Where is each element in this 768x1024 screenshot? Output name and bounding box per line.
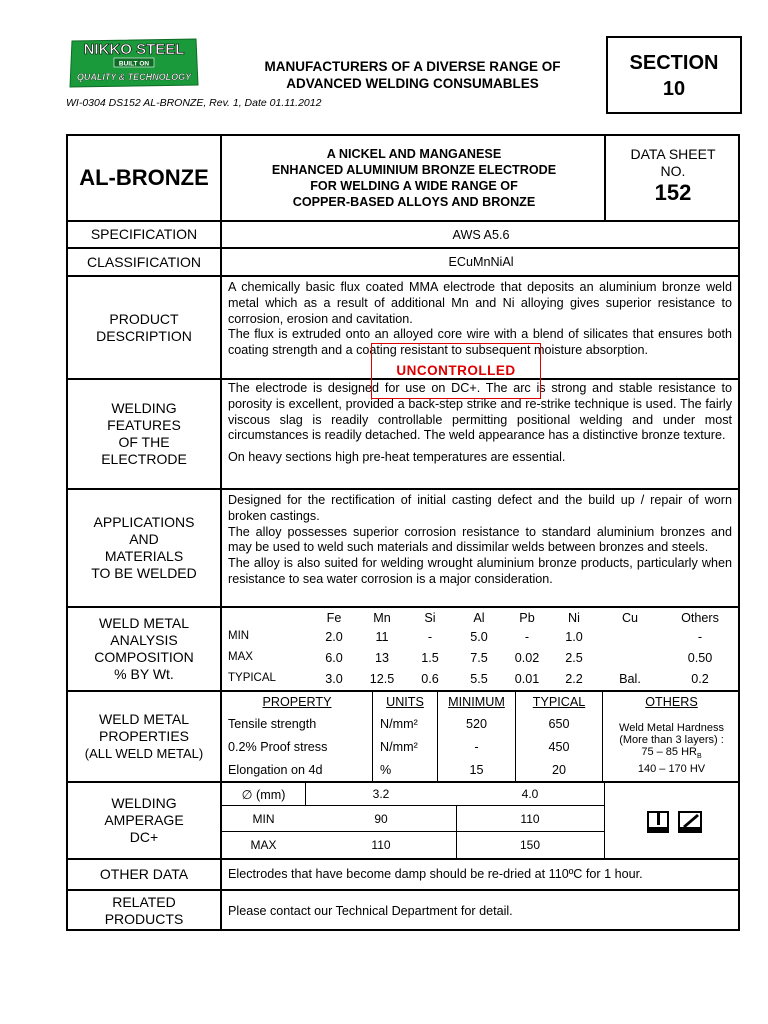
data-sheet-label — [606, 146, 740, 180]
label-line: WELDING — [111, 400, 177, 416]
min-amperage: 90 — [374, 812, 388, 826]
paragraph: The flux is extruded onto an alloyed core wire with a blend of silicates that ensures both coating strength and a coating resistant to subsequent moisture absorption. — [228, 327, 732, 358]
product-title-line: A NICKEL AND MANGANESE — [326, 147, 502, 161]
label-line: ANALYSIS — [110, 632, 178, 648]
label-line: TO BE WELDED — [91, 565, 197, 581]
section-number: 10 — [662, 78, 686, 100]
product-description-label — [68, 277, 220, 378]
diameter-value: 4.0 — [521, 787, 539, 801]
other-data-value: Electrodes that have become damp should be re-dried at 110ºC for 1 hour. — [228, 867, 643, 881]
paragraph: On heavy sections high pre-heat temperatures are essential. — [228, 450, 566, 465]
analysis-value: 0.50 — [687, 651, 713, 665]
paragraph: The alloy is also suited for welding wrought aluminium bronze products, particularly when resistance to sea water corrosion is a major consideration. — [228, 556, 732, 586]
analysis-value: 2.2 — [565, 672, 583, 686]
properties-label — [68, 692, 220, 781]
header-others: OTHERS — [645, 695, 698, 709]
cell-divider — [220, 805, 604, 806]
data-sheet-label-line: DATA SHEET — [630, 146, 716, 162]
classification-value: ECuMnNiAl — [448, 255, 514, 269]
analysis-value: 2.0 — [325, 630, 343, 644]
element-header: Mn — [373, 611, 391, 625]
element-header: Fe — [326, 611, 342, 625]
analysis-value: Bal. — [619, 672, 641, 686]
specification-value: AWS A5.6 — [452, 228, 510, 242]
analysis-row-label: TYPICAL — [228, 672, 276, 684]
element-header: Others — [681, 611, 719, 625]
label-line: ELECTRODE — [101, 451, 187, 467]
document-reference: WI-0304 DS152 AL-BRONZE, Rev. 1, Date 01.11.2012 — [66, 97, 322, 109]
property-name: 0.2% Proof stress — [228, 740, 328, 754]
hardness-line: 140 – 170 HV — [637, 763, 706, 776]
label-line: DESCRIPTION — [96, 327, 192, 344]
property-units: % — [380, 763, 392, 777]
product-title-line: FOR WELDING A WIDE RANGE OF — [310, 179, 518, 193]
label-line: AND — [129, 531, 159, 547]
analysis-value: 1.0 — [565, 630, 583, 644]
label-line: PRODUCTS — [104, 911, 184, 927]
label-line: DC+ — [129, 829, 159, 845]
min-amperage: 110 — [520, 812, 540, 826]
stamp-text: UNCONTROLLED — [396, 363, 516, 378]
product-title-line: COPPER-BASED ALLOYS AND BRONZE — [292, 195, 536, 209]
applications-label — [68, 490, 220, 606]
product-title — [224, 146, 604, 210]
analysis-value: 12.5 — [369, 672, 395, 686]
paragraph: Designed for the rectification of initial casting defect and the build up / repair of worn broken castings. — [228, 493, 732, 523]
label-line: OF THE — [118, 434, 170, 450]
label-line: COMPOSITION — [94, 649, 194, 665]
logo-title: NIKKO STEEL — [83, 41, 185, 58]
paragraph: A chemically basic flux coated MMA electrode that deposits an aluminium bronze weld metal which as a result of additional Mn and Ni alloying gives superior resistance to corrosion, erosion and cavitation. — [228, 280, 732, 326]
element-header: Cu — [621, 611, 639, 625]
analysis-value: 11 — [375, 630, 389, 644]
analysis-value: 0.6 — [421, 672, 439, 686]
header-title-line-1: MANUFACTURERS OF A DIVERSE RANGE OF — [264, 59, 561, 74]
data-sheet-label-line: NO. — [660, 163, 686, 179]
analysis-label — [68, 608, 220, 690]
welding-features-label — [68, 380, 220, 488]
label-line: WELD METAL — [99, 615, 189, 631]
logo-tagline: QUALITY & TECHNOLOGY — [76, 72, 192, 82]
analysis-row-label: MAX — [228, 651, 253, 663]
property-name: Tensile strength — [228, 717, 317, 731]
max-label: MAX — [250, 838, 277, 852]
label-line: WELD METAL — [99, 711, 189, 727]
hardness-line: (More than 3 layers) : — [619, 734, 724, 746]
header-minimum: MINIMUM — [448, 695, 505, 709]
classification-label: CLASSIFICATION — [86, 253, 202, 270]
header-typical: TYPICAL — [532, 695, 586, 709]
property-typical: 20 — [551, 763, 566, 777]
diameter-label: ∅ (mm) — [241, 788, 286, 802]
related-products-label — [68, 891, 220, 931]
analysis-value: - — [427, 630, 433, 644]
property-typical: 650 — [548, 717, 570, 731]
other-data-label: OTHER DATA — [99, 866, 189, 882]
property-minimum: 520 — [465, 717, 487, 731]
property-minimum: 15 — [469, 763, 484, 777]
logo-built-on: BUILT ON — [118, 60, 150, 68]
header-title — [225, 58, 600, 92]
paragraph: The electrode is designed for use on DC+. The arc is strong and stable resistance to porosity is excellent, provided a back-step strike and re-strike technique is used. The fairly viscous slag is readily controllable permitting positional welding and under most circumstances is readily detached. The weld appearance has a distinctive bronze texture. — [228, 381, 732, 443]
label-line: APPLICATIONS — [93, 514, 195, 530]
hardness-scale: B — [696, 753, 702, 761]
header-units: UNITS — [386, 695, 424, 709]
analysis-value: 13 — [374, 651, 389, 665]
analysis-value: 0.2 — [691, 672, 709, 686]
label-line: (ALL WELD METAL) — [84, 746, 204, 761]
cell-divider — [604, 781, 605, 858]
amperage-label — [68, 783, 220, 858]
applications-text — [228, 493, 732, 588]
analysis-value: 2.5 — [565, 651, 583, 665]
data-sheet-number: 152 — [654, 180, 692, 205]
header-property: PROPERTY — [262, 695, 332, 709]
label-line: PROPERTIES — [99, 728, 189, 744]
inclined-position-icon — [678, 811, 702, 838]
cell-divider — [220, 831, 604, 832]
paragraph: The alloy possesses superior corrosion resistance to standard aluminium bronzes and may be used to weld such materials and dissimilar welds between bronzes and steels. — [228, 524, 732, 555]
analysis-value: 7.5 — [470, 651, 488, 665]
analysis-value: - — [697, 630, 703, 644]
analysis-value: 0.02 — [514, 651, 540, 665]
related-products-value: Please contact our Technical Department for detail. — [228, 904, 513, 918]
analysis-value: - — [524, 630, 530, 644]
element-header: Pb — [519, 611, 535, 625]
analysis-row-label: MIN — [228, 630, 250, 642]
hardness-line: Weld Metal Hardness — [619, 722, 724, 734]
element-header: Ni — [568, 611, 580, 625]
label-line: MATERIALS — [104, 548, 184, 564]
hardness-note — [603, 722, 740, 775]
analysis-value: 3.0 — [325, 672, 343, 686]
label-line: PRODUCT — [109, 310, 179, 327]
analysis-value: 6.0 — [325, 651, 343, 665]
section-label: SECTION — [629, 52, 719, 74]
specification-label: SPECIFICATION — [90, 226, 198, 242]
analysis-value: 1.5 — [421, 651, 439, 665]
header-title-line-2: ADVANCED WELDING CONSUMABLES — [286, 76, 539, 91]
max-amperage: 150 — [519, 838, 541, 852]
product-name: AL-BRONZE — [79, 165, 209, 190]
analysis-value: 5.5 — [470, 672, 488, 686]
property-units: N/mm² — [380, 740, 418, 754]
label-line: AMPERAGE — [104, 812, 184, 828]
flat-position-icon — [647, 811, 669, 838]
label-line: RELATED — [112, 894, 176, 910]
max-amperage: 110 — [371, 838, 391, 852]
product-title-line: ENHANCED ALUMINIUM BRONZE ELECTRODE — [271, 163, 557, 177]
element-header: Si — [424, 611, 436, 625]
section-box — [606, 36, 742, 114]
property-typical: 450 — [548, 740, 570, 754]
min-label: MIN — [252, 812, 275, 826]
label-line: % BY Wt. — [114, 666, 174, 682]
diameter-value: 3.2 — [372, 787, 390, 801]
company-logo — [66, 37, 202, 89]
property-units: N/mm² — [380, 717, 418, 731]
analysis-value: 5.0 — [470, 630, 488, 644]
property-minimum: - — [474, 740, 479, 754]
analysis-value: 0.01 — [514, 672, 540, 686]
uncontrolled-stamp — [371, 343, 541, 399]
property-name: Elongation on 4d — [228, 763, 323, 777]
label-line: FEATURES — [107, 417, 181, 433]
hardness-line: 75 – 85 HR — [641, 746, 697, 758]
element-header: Al — [473, 611, 485, 625]
label-line: WELDING — [111, 795, 177, 811]
